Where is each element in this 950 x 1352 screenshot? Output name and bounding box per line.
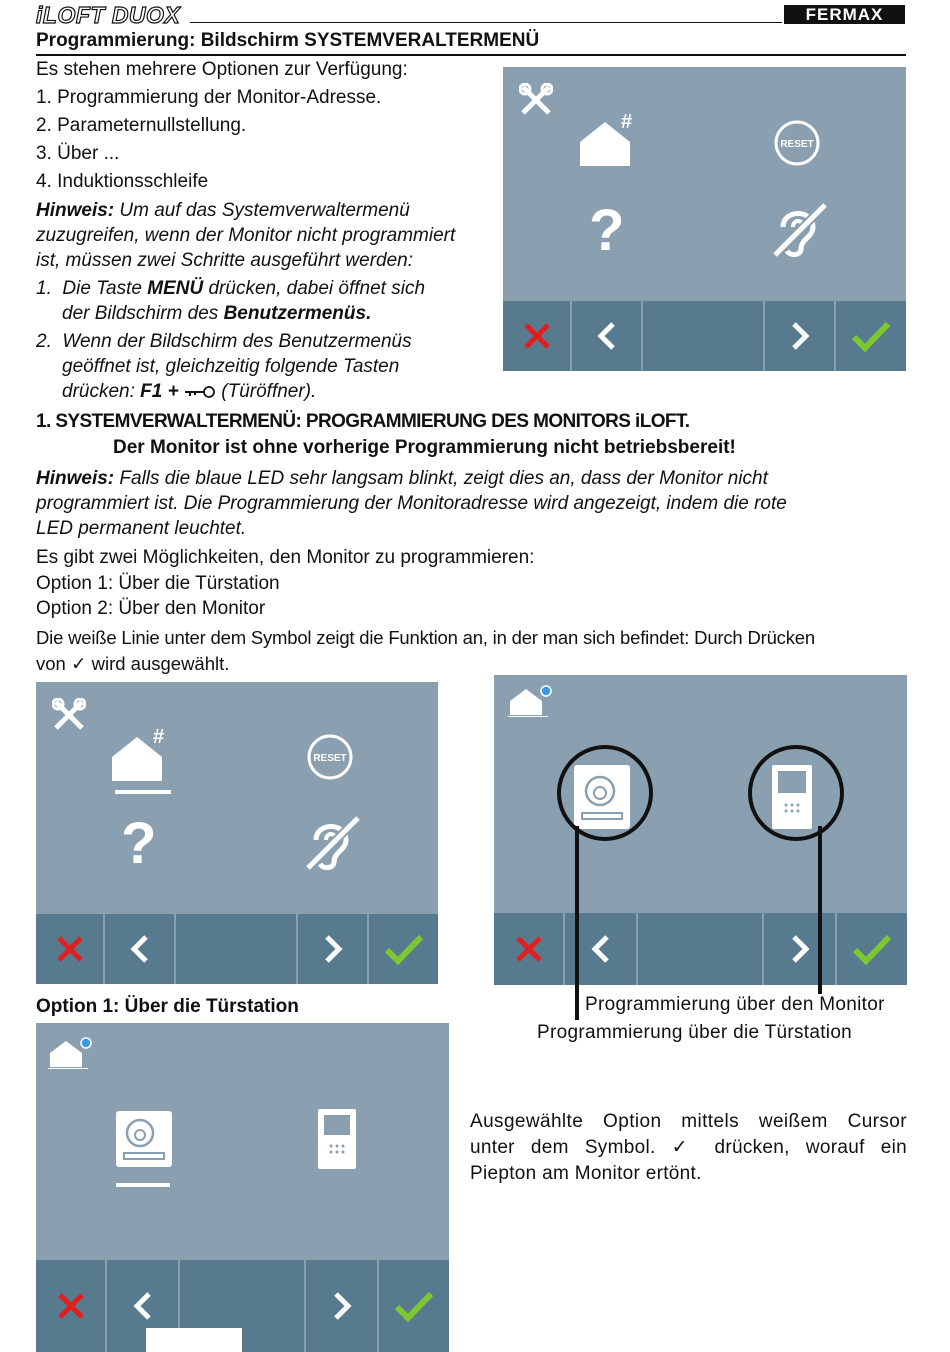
note-text: LED permanent leuchtet.: [36, 518, 247, 539]
step-text: (Türöffner).: [221, 381, 317, 402]
prev-button[interactable]: [572, 301, 643, 371]
fermax-logo: FERMAX: [784, 5, 905, 24]
via-monitor-caption: Programmierung über den Monitor: [585, 994, 885, 1015]
option1-caption: Option 1: Über die Türstation: [36, 996, 299, 1017]
note-text: zuzugreifen, wenn der Monitor nicht programmiert: [36, 225, 456, 246]
hearing-loop-icon[interactable]: [769, 199, 829, 259]
next-button[interactable]: [298, 914, 369, 984]
selected-explain: unter dem Symbol. ✓ drücken, worauf ein: [470, 1137, 907, 1158]
cancel-icon: [55, 934, 85, 964]
step-1: [36, 276, 425, 301]
hash-label: #: [621, 111, 633, 133]
cancel-button[interactable]: [36, 914, 105, 984]
via-door-caption: Programmierung über die Türstation: [537, 1022, 853, 1043]
option1-text: Option 1: Über die Türstation: [36, 573, 280, 594]
svg-text:RESET: RESET: [780, 139, 814, 150]
check-icon: [384, 933, 424, 965]
cancel-button[interactable]: [503, 301, 572, 371]
hash-label: #: [153, 726, 165, 748]
question-icon[interactable]: ?: [121, 811, 157, 876]
monitor-device-icon[interactable]: [318, 1109, 356, 1169]
confirm-button[interactable]: [837, 913, 907, 985]
section1-note: [36, 466, 768, 491]
step-2-keys: [62, 379, 316, 404]
option-item: 1. Programmierung der Monitor-Adresse.: [36, 87, 382, 108]
confirm-button[interactable]: [369, 914, 438, 984]
chevron-left-icon: [590, 934, 612, 964]
empty-slot: [643, 301, 765, 371]
check-icon: [851, 320, 891, 352]
step-1-cont: [62, 301, 371, 326]
empty-slot: [176, 914, 298, 984]
key-icon: [184, 386, 216, 398]
question-icon[interactable]: ?: [589, 198, 625, 263]
cursor-explain: von ✓ wird ausgewählt.: [36, 653, 230, 674]
options-lead: Es stehen mehrere Optionen zur Verfügung:: [36, 59, 408, 80]
house-led-icon: [508, 683, 554, 717]
selected-explain: Piepton am Monitor ertönt.: [470, 1163, 702, 1184]
option2-text: Option 2: Über den Monitor: [36, 598, 266, 619]
prev-button[interactable]: [105, 914, 176, 984]
step-text: drücken:: [62, 381, 141, 402]
section1-subheading: Der Monitor ist ohne vorherige Programmierung nicht betriebsbereit!: [113, 437, 736, 458]
note-label: Hinweis:: [36, 200, 115, 221]
user-menu-label: Benutzermenüs.: [223, 303, 372, 324]
reset-icon[interactable]: [773, 119, 821, 167]
step-2-cont: geöffnet ist, gleichzeitig folgende Tasten: [62, 356, 400, 377]
next-button[interactable]: [306, 1260, 379, 1352]
f1-key-label: F1 +: [140, 381, 179, 402]
intro-note: [36, 198, 486, 223]
selection-cursor: [116, 1183, 170, 1187]
nav-bar: [36, 1260, 449, 1352]
callout-line-door: [575, 826, 579, 1020]
house-led-icon: [48, 1035, 94, 1069]
hearing-loop-icon[interactable]: [302, 812, 362, 872]
chevron-right-icon: [322, 934, 344, 964]
header-divider: [190, 22, 782, 23]
nav-bar: [36, 914, 438, 984]
section1-heading: 1. SYSTEMVERWALTERMENÜ: PROGRAMMIERUNG DES MONITORS iLOFT.: [36, 411, 690, 432]
note-text: programmiert ist. Die Programmierung der Monitoradresse wird angezeigt, indem die rote: [36, 493, 787, 514]
next-button[interactable]: [764, 913, 837, 985]
tools-icon: [52, 698, 86, 732]
chevron-right-icon: [331, 1291, 353, 1321]
check-icon: [852, 933, 892, 965]
cancel-icon: [514, 934, 544, 964]
check-icon: [394, 1290, 434, 1322]
system-menu-screen-cursor: [36, 682, 438, 984]
chevron-right-icon: [789, 934, 811, 964]
note-label: Hinweis:: [36, 468, 115, 489]
door-station-selected-screen: [36, 1023, 449, 1352]
option-item: 3. Über ...: [36, 143, 120, 164]
chevron-left-icon: [132, 1291, 154, 1321]
selection-cursor: [115, 790, 171, 794]
step-2: 2. Wenn der Bildschirm des Benutzermenüs: [36, 331, 412, 352]
note-text: Falls die blaue LED sehr langsam blinkt, zeigt dies an, dass der Monitor nicht: [119, 468, 768, 489]
menu-key-label: MENÜ: [147, 278, 204, 299]
highlight-circle: [557, 745, 653, 841]
option-item: 4. Induktionsschleife: [36, 171, 209, 192]
section-title: Programmierung: Bildschirm SYSTEMVERALTERMENÜ: [36, 30, 540, 51]
svg-text:RESET: RESET: [313, 753, 347, 764]
cancel-icon: [56, 1291, 86, 1321]
option-item: 2. Parameternullstellung.: [36, 115, 247, 136]
step-text: drücken, dabei öffnet sich: [203, 278, 426, 299]
cancel-icon: [522, 321, 552, 351]
chevron-left-icon: [129, 934, 151, 964]
ways-text: Es gibt zwei Möglichkeiten, den Monitor zu programmieren:: [36, 547, 535, 568]
door-station-icon[interactable]: [116, 1111, 172, 1167]
cancel-button[interactable]: [494, 913, 565, 985]
note-text: ist, müssen zwei Schritte ausgeführt werden:: [36, 250, 414, 271]
step-text: 1. Die Taste: [36, 278, 148, 299]
cursor-explain: Die weiße Linie unter dem Symbol zeigt die Funktion an, in der man sich befindet: Durch Drücken: [36, 627, 815, 648]
reset-icon[interactable]: [306, 733, 354, 781]
system-menu-screen: [503, 67, 906, 371]
nav-bar: [503, 301, 906, 371]
tools-icon: [519, 83, 553, 117]
white-patch: [146, 1328, 242, 1352]
note-text: Um auf das Systemverwaltermenü: [119, 200, 410, 221]
callout-line-monitor: [818, 826, 822, 994]
confirm-button[interactable]: [379, 1260, 449, 1352]
highlight-circle: [748, 745, 844, 841]
chevron-left-icon: [596, 321, 618, 351]
step-text: der Bildschirm des: [62, 303, 224, 324]
selected-explain: Ausgewählte Option mittels weißem Cursor: [470, 1111, 907, 1132]
confirm-button[interactable]: [836, 301, 906, 371]
next-button[interactable]: [765, 301, 836, 371]
brand-title: iLOFT DUOX: [36, 2, 181, 28]
empty-slot: [638, 913, 764, 985]
nav-bar: [494, 913, 907, 985]
chevron-right-icon: [789, 321, 811, 351]
cancel-button[interactable]: [36, 1260, 107, 1352]
programming-mode-screen: [494, 675, 907, 985]
